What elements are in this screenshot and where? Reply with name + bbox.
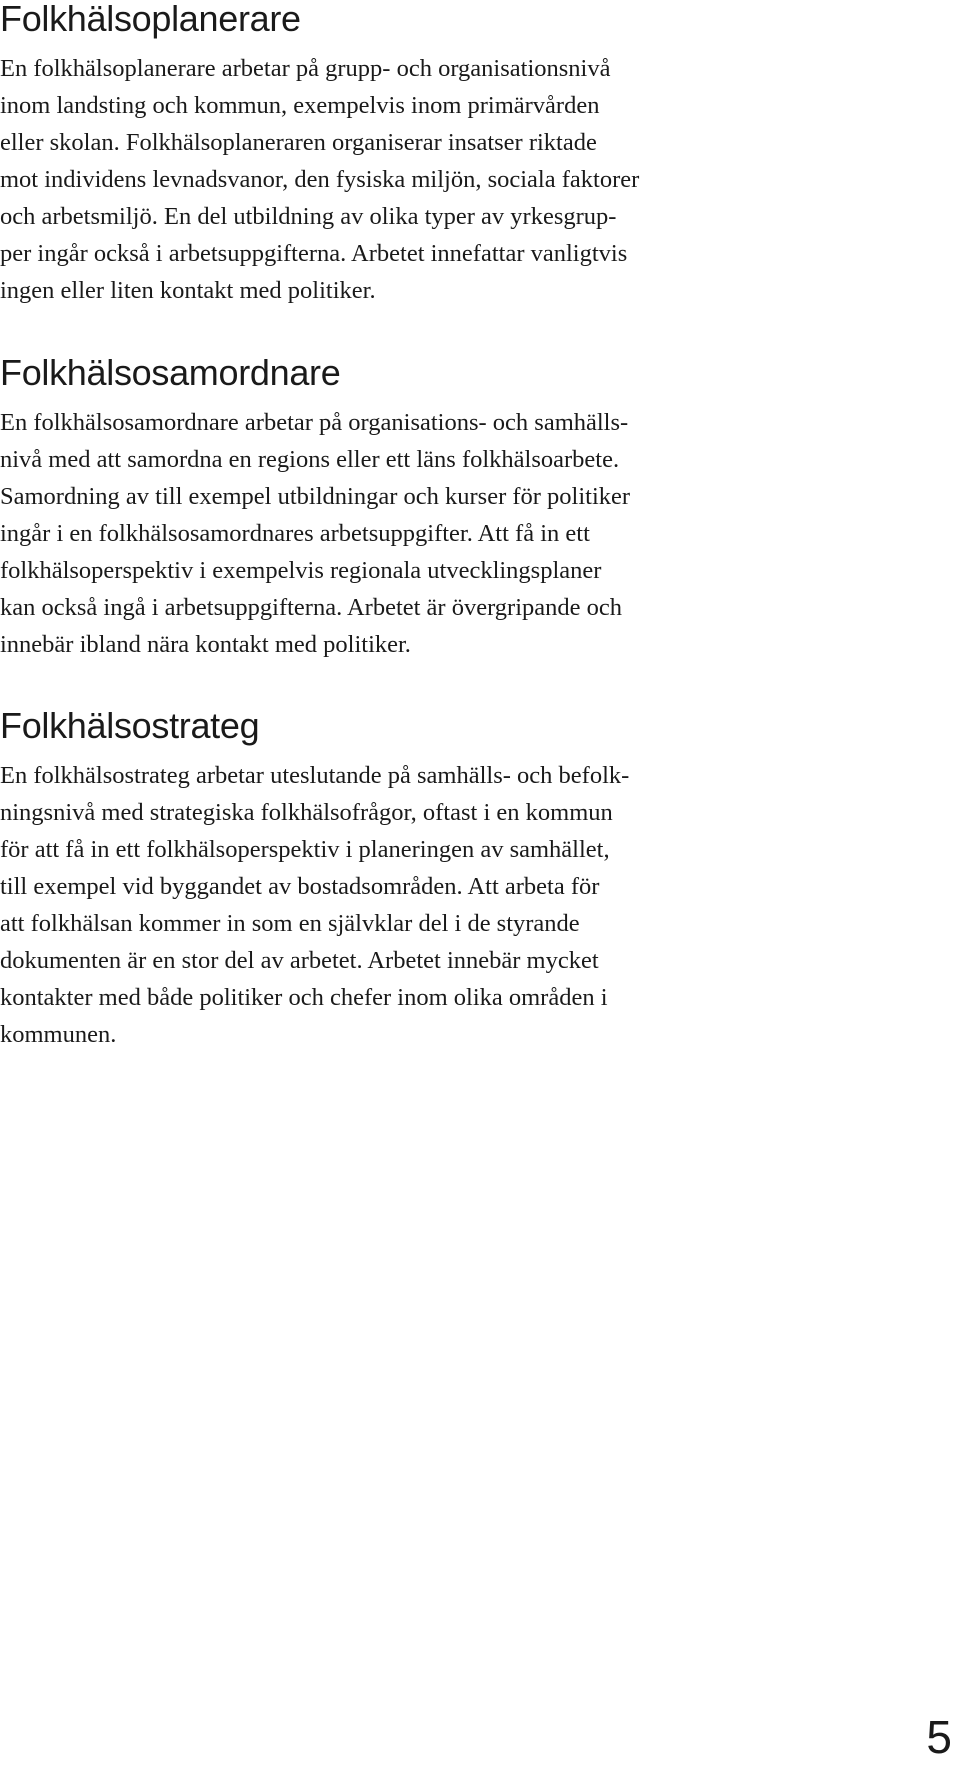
body-line: att folkhälsan kommer in som en självklar del i de styrande <box>0 910 580 937</box>
body-line: per ingår också i arbetsuppgifterna. Arbetet innefattar vanligtvis <box>0 240 628 267</box>
body-line: dokumenten är en stor del av arbetet. Arbetet innebär mycket <box>0 947 599 974</box>
section-folkhalsoplanerare <box>0 0 780 309</box>
body-line: folkhälsoperspektiv i exempelvis regionala utvecklingsplaner <box>0 557 602 584</box>
section-folkhalsostrateg <box>0 707 780 1053</box>
body-line: ingen eller liten kontakt med politiker. <box>0 277 376 304</box>
body-line: Samordning av till exempel utbildningar och kurser för politiker <box>0 483 631 510</box>
body-line: En folkhälsoplanerare arbetar på grupp- och organisationsnivå <box>0 55 611 82</box>
body-line: kontakter med både politiker och chefer inom olika områden i <box>0 984 608 1011</box>
section-heading: Folkhälsostrateg <box>0 705 260 746</box>
body-line: ningsnivå med strategiska folkhälsofrågor, oftast i en kommun <box>0 799 613 826</box>
section-heading: Folkhälsoplanerare <box>0 0 301 39</box>
section-folkhalsosamordnare <box>0 354 780 663</box>
body-line: kommunen. <box>0 1021 117 1048</box>
section-body <box>0 50 780 309</box>
page-number: 5 <box>926 1711 952 1763</box>
body-line: En folkhälsosamordnare arbetar på organisations- och samhälls- <box>0 409 629 436</box>
body-line: eller skolan. Folkhälsoplaneraren organiserar insatser riktade <box>0 129 597 156</box>
body-line: och arbetsmiljö. En del utbildning av olika typer av yrkesgrup- <box>0 203 617 230</box>
body-line: inom landsting och kommun, exempelvis inom primärvården <box>0 92 600 119</box>
body-line: kan också ingå i arbetsuppgifterna. Arbetet är övergripande och <box>0 594 623 621</box>
body-line: mot individens levnadsvanor, den fysiska miljön, sociala faktorer <box>0 166 640 193</box>
section-body <box>0 757 780 1053</box>
body-line: ingår i en folkhälsosamordnares arbetsuppgifter. Att få in ett <box>0 520 590 547</box>
section-heading: Folkhälsosamordnare <box>0 352 341 393</box>
body-line: till exempel vid byggandet av bostadsområden. Att arbeta för <box>0 873 600 900</box>
body-line: för att få in ett folkhälsoperspektiv i planeringen av samhället, <box>0 836 610 863</box>
body-line: En folkhälsostrateg arbetar uteslutande på samhälls- och befolk- <box>0 762 630 789</box>
body-line: nivå med att samordna en regions eller ett läns folkhälsoarbete. <box>0 446 620 473</box>
section-body <box>0 404 780 663</box>
body-line: innebär ibland nära kontakt med politiker. <box>0 631 411 658</box>
